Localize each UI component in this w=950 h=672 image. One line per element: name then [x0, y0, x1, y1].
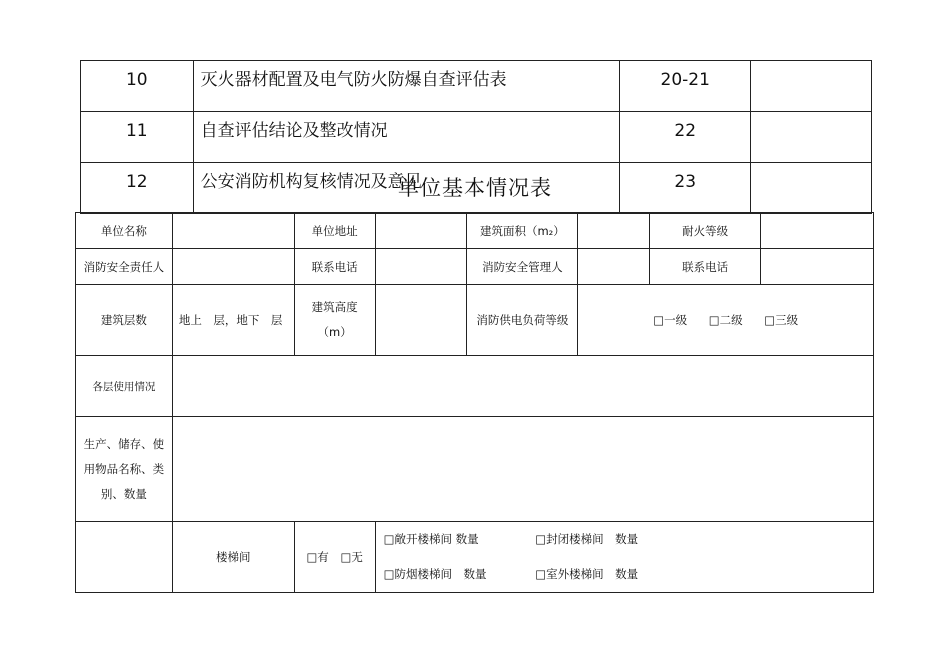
stair-open-checkbox[interactable]: □敞开楼梯间 数量 — [383, 532, 479, 546]
goods-label — [76, 417, 173, 522]
toc-row — [81, 61, 872, 112]
page-title: 单位基本情况表 — [398, 176, 552, 200]
unit-name-field[interactable] — [172, 213, 294, 249]
toc-num: 11 — [81, 112, 194, 163]
toc-item: 公安消防机构复核情况及意见 — [193, 163, 619, 214]
level3-checkbox[interactable]: □三级 — [764, 313, 799, 327]
table-row — [76, 213, 874, 249]
fire-rating-field[interactable] — [761, 213, 874, 249]
phone-label: 联系电话 — [650, 249, 761, 285]
goods-label-line: 别、数量 — [100, 486, 147, 501]
level2-checkbox[interactable]: □二级 — [708, 313, 743, 327]
toc-page: 22 — [619, 112, 751, 163]
unit-name-label: 单位名称 — [76, 213, 173, 249]
table-row — [76, 249, 874, 285]
basic-info-table — [75, 212, 874, 593]
stair-outdoor-checkbox[interactable]: □室外楼梯间 数量 — [535, 567, 639, 581]
safety-manager-label: 消防安全管理人 — [467, 249, 578, 285]
phone-label: 联系电话 — [294, 249, 375, 285]
floors-field[interactable]: 地上 层，地下 层 — [172, 285, 294, 356]
toc-num: 12 — [81, 163, 194, 214]
floors-label: 建筑层数 — [76, 285, 173, 356]
toc-item: 自查评估结论及整改情况 — [193, 112, 619, 163]
fire-rating-label: 耐火等级 — [650, 213, 761, 249]
safety-responsible-field[interactable] — [172, 249, 294, 285]
toc-blank — [751, 112, 872, 163]
toc-blank — [751, 61, 872, 112]
toc-item: 灭火器材配置及电气防火防爆自查评估表 — [193, 61, 619, 112]
table-row — [76, 522, 874, 593]
floor-usage-label: 各层使用情况 — [76, 356, 173, 417]
floor-usage-field[interactable] — [172, 356, 873, 417]
building-area-field[interactable] — [578, 213, 650, 249]
level1-checkbox[interactable]: □一级 — [653, 313, 688, 327]
power-level-label: 消防供电负荷等级 — [467, 285, 578, 356]
power-level-options — [578, 285, 874, 356]
height-label — [294, 285, 375, 356]
stairs-none-checkbox[interactable]: □无 — [340, 550, 363, 564]
unit-address-label: 单位地址 — [294, 213, 375, 249]
goods-label-line: 用物品名称、类 — [83, 461, 165, 476]
unit-address-field[interactable] — [375, 213, 467, 249]
stairs-yes-no — [294, 522, 375, 593]
height-label-unit: （m） — [317, 325, 352, 339]
phone-field[interactable] — [375, 249, 467, 285]
height-field[interactable] — [375, 285, 467, 356]
toc-num: 10 — [81, 61, 194, 112]
stairs-blank — [76, 522, 173, 593]
height-label-line: 建筑高度 — [311, 300, 358, 314]
table-row — [76, 356, 874, 417]
phone-field[interactable] — [761, 249, 874, 285]
stairs-has-checkbox[interactable]: □有 — [306, 550, 329, 564]
stairs-label: 楼梯间 — [172, 522, 294, 593]
stair-closed-checkbox[interactable]: □封闭楼梯间 数量 — [535, 532, 639, 546]
toc-page: 20-21 — [619, 61, 751, 112]
safety-responsible-label: 消防安全责任人 — [76, 249, 173, 285]
goods-label-line: 生产、储存、使 — [83, 436, 165, 451]
stair-smoke-checkbox[interactable]: □防烟楼梯间 数量 — [383, 567, 487, 581]
table-row — [76, 285, 874, 356]
toc-row — [81, 112, 872, 163]
goods-field[interactable] — [172, 417, 873, 522]
building-area-label: 建筑面积（m₂） — [467, 213, 578, 249]
toc-page: 23 — [619, 163, 751, 214]
safety-manager-field[interactable] — [578, 249, 650, 285]
table-row — [76, 417, 874, 522]
stair-type-options — [375, 522, 873, 593]
